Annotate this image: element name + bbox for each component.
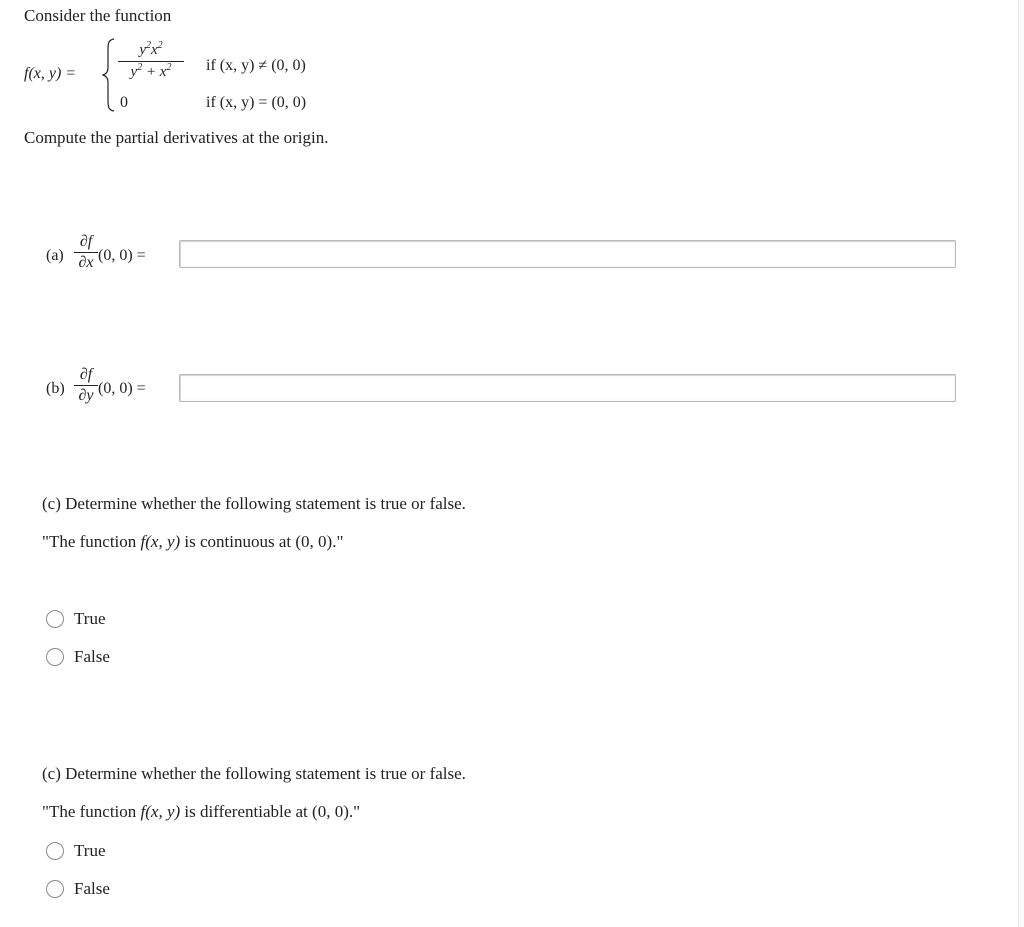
fraction-numerator: $y^2x^2$ bbox=[139, 40, 163, 58]
fraction-denominator: $y^2 + x^2$ bbox=[130, 62, 172, 80]
part-a-point: (0, 0) = bbox=[98, 247, 146, 264]
radio-button[interactable] bbox=[46, 842, 64, 860]
function-lhs: f(x, y) = bbox=[24, 65, 77, 82]
part-a-answer-input[interactable] bbox=[179, 240, 956, 268]
part-a-label: (a) bbox=[46, 247, 64, 264]
continuity-statement: "The function f(x, y) is continuous at (0, 0)." bbox=[42, 532, 344, 551]
zero-case: 0 bbox=[120, 94, 128, 111]
intro-text: Consider the function bbox=[24, 6, 172, 25]
option-label: False bbox=[74, 647, 110, 666]
function-fraction bbox=[118, 42, 184, 81]
continuity-prompt: (c) Determine whether the following statement is true or false. bbox=[42, 494, 466, 513]
part-b-label: (b) bbox=[46, 380, 65, 397]
radio-button[interactable] bbox=[46, 610, 64, 628]
radio-button[interactable] bbox=[46, 880, 64, 898]
option-label: True bbox=[74, 841, 106, 860]
left-brace bbox=[102, 38, 116, 112]
part-b-point: (0, 0) = bbox=[98, 380, 146, 397]
part-a-derivative: ∂f ∂x bbox=[74, 234, 98, 271]
radio-button[interactable] bbox=[46, 648, 64, 666]
differentiability-prompt: (c) Determine whether the following statement is true or false. bbox=[42, 764, 466, 783]
option-label: False bbox=[74, 879, 110, 898]
condition-nonzero: if (x, y) ≠ (0, 0) bbox=[206, 57, 306, 74]
differentiability-statement: "The function f(x, y) is differentiable at (0, 0)." bbox=[42, 802, 361, 821]
condition-zero: if (x, y) = (0, 0) bbox=[206, 94, 307, 111]
option-label: True bbox=[74, 609, 106, 628]
page-edge bbox=[1018, 0, 1024, 927]
instruction-text: Compute the partial derivatives at the origin. bbox=[24, 128, 329, 147]
part-b-answer-input[interactable] bbox=[179, 374, 956, 402]
part-b-derivative: ∂f ∂y bbox=[74, 367, 98, 404]
